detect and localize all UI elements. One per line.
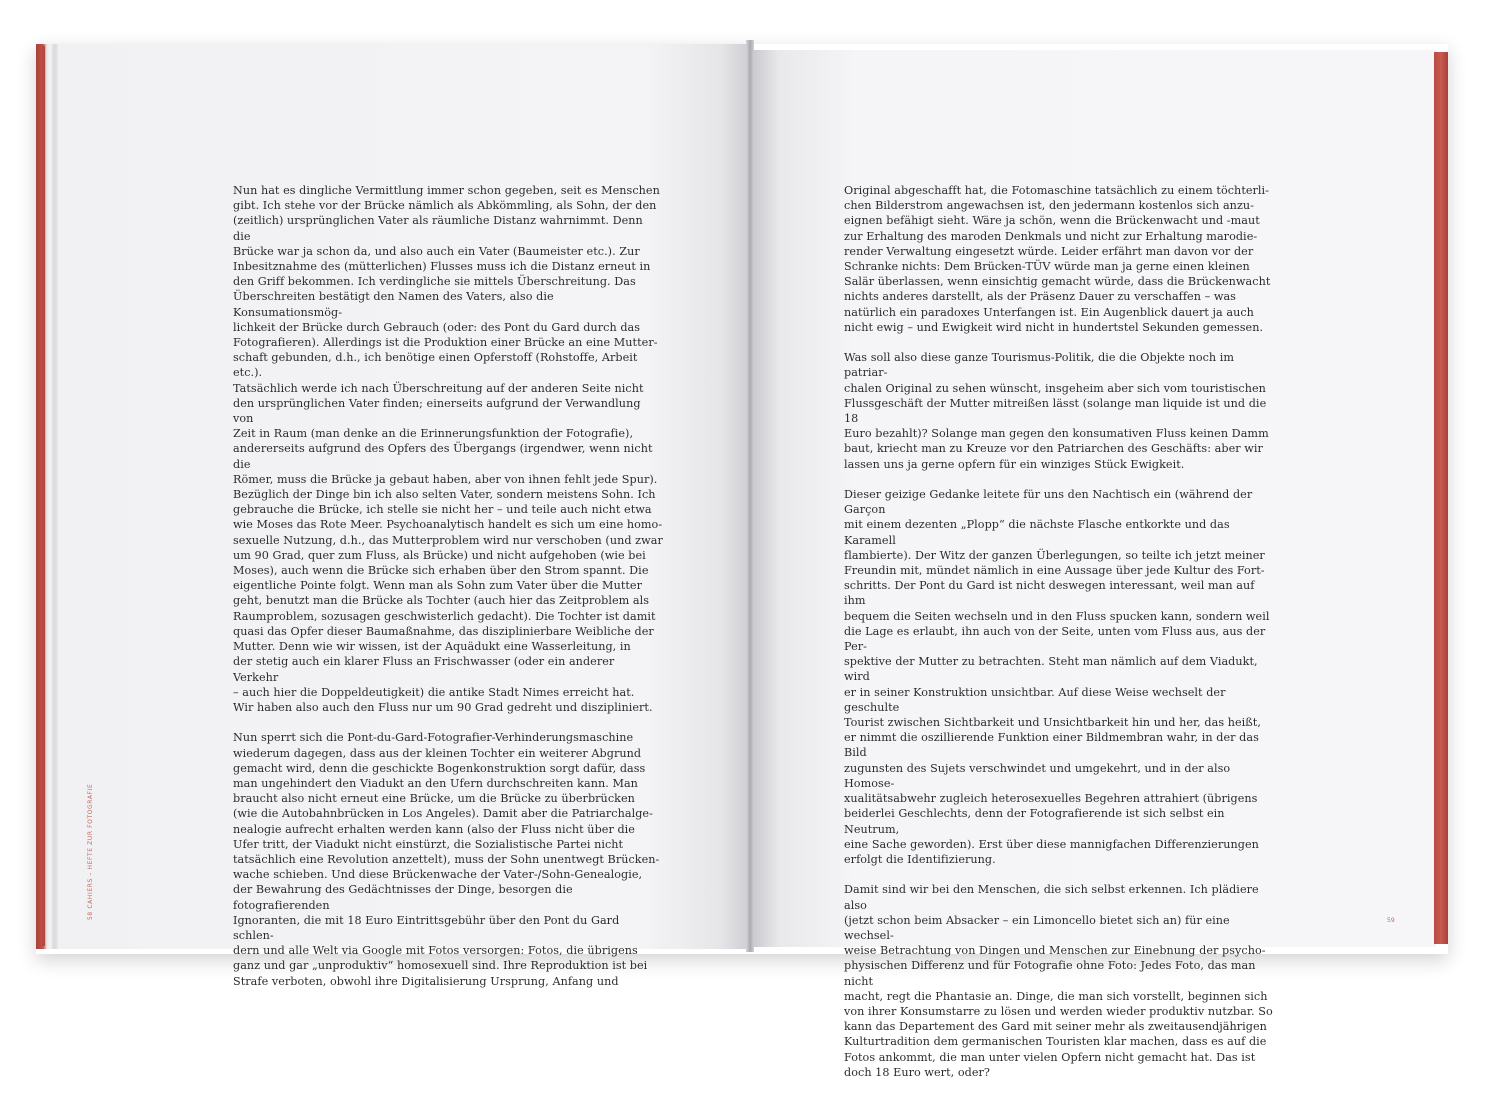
page-number: 59 [1387,917,1395,924]
book-edge-left [36,44,60,949]
left-text-column [233,183,663,1004]
book-edge-left-red [42,46,45,946]
paragraph: Damit sind wir bei den Menschen, die sich selbst erkennen. Ich plädiere also (jetzt schon beim Absacker – ein Limoncello bietet sich an) für eine wechsel- weise Betrachtung von Dingen und Menschen zur Einebnung der psycho- physischen Differenz und für Fotografie ohne Foto: Jedes Foto, das man nicht macht, regt die Phantasie an. Dinge, die man sich vorstellt, beginnen sich von ihrer Konsumstarre zu lösen und werden wieder produktiv nutzbar. So kann das Departement des Gard mit seiner mehr als zweitausendjährigen Kulturtradition dem germanischen Touristen klar machen, dass es auf die Fotos ankommt, die man unter vielen Opfern nicht gemacht hat. Das ist doch 18 Euro wert, oder? [844,883,1273,1079]
book-gutter [746,40,754,952]
running-head: 58 CAHIERS – HEFTE ZUR FOTOGRAFIE [87,783,94,920]
paragraph: Was soll also diese ganze Tourismus-Politik, die die Objekte noch im patriar- chalen Original zu sehen wünscht, insgeheim aber sich vom touristischen Flussgeschäft der Mutter mitreißen lässt (solange man liquide ist und die 18 Euro bezahlt)? Solange man gegen den konsumativen Fluss keinen Damm baut, kriecht man zu Kreuze vor den Patriarchen des Geschäfts: aber wir lassen uns ja gerne opfern für ein winziges Stück Ewigkeit. [844,351,1269,471]
paragraph: Nun hat es dingliche Vermittlung immer schon gegeben, seit es Menschen gibt. Ich stehe vor der Brücke nämlich als Abkömmling, als Sohn, der den (zeitlich) ursprünglichen Vater als räumliche Distanz wahrnimmt. Denn die Brücke war ja schon da, und also auch ein Vater (Baumeister etc.). Zur Inbesitznahme des (mütterlichen) Flusses muss ich die Distanz erneut in den Griff bekommen. Ich verdingliche sie mittels Überschreitung. Das Überschreiten bestätigt den Namen des Vaters, also die Konsumationsmög- lichkeit der Brücke durch Gebrauch (oder: des Pont du Gard durch das Fotografieren). Allerdings ist die Produktion einer Brücke an eine Mutter- schaft gebunden, d.h., ich benötige einen Opferstoff (Rohstoffe, Arbeit etc.). Tatsächlich werde ich nach Überschreitung auf der anderen Seite nicht den ursprünglichen Vater finden; einerseits aufgrund der Verwandlung von Zeit in Raum (man denke an die Erinnerungsfunktion der Fotografie), andererseits aufgrund des Opfers des Übergangs (irgendwer, wenn nicht die Römer, muss die Brücke ja gebaut haben, aber von ihnen fehlt jede Spur). Bezüglich der Dinge bin ich also selten Vater, sondern meistens Sohn. Ich gebrauche die Brücke, ich stelle sie nicht her – und teile auch nicht etwa wie Moses das Rote Meer. Psychoanalytisch handelt es sich um eine homo- sexuelle Nutzung, d.h., das Mutterproblem wird nur verschoben (und zwar um 90 Grad, quer zum Fluss, als Brücke) und nicht aufgehoben (wie bei Moses), auch wenn die Brücke sich erhaben über den Strom spannt. Die eigentliche Pointe folgt. Wenn man als Sohn zum Vater über die Mutter geht, benutzt man die Brücke als Tochter (auch hier das Zeitproblem als Raumproblem, sozusagen geschwisterlich gedacht). Die Tochter ist damit quasi das Opfer dieser Baumaßnahme, das disziplinierbare Weibliche der Mutter. Denn wie wir wissen, ist der Aquädukt eine Wasserleitung, in der stetig auch ein klarer Fluss an Frischwasser (oder ein anderer Verkehr – auch hier die Doppeldeutigkeit) die antike Stadt Nimes erreicht hat. Wir haben also auch den Fluss nur um 90 Grad gedreht und diszipliniert. [233,184,663,714]
right-text-column [844,183,1274,1095]
paragraph: Nun sperrt sich die Pont-du-Gard-Fotografier-Verhinderungsmaschine wiederum dagegen, dass aus der kleinen Tochter ein weiterer Abgrund gemacht wird, denn die geschickte Bogenkonstruktion sorgt dafür, dass man ungehindert den Viadukt an den Ufern durchschreiten kann. Man braucht also nicht erneut eine Brücke, um die Brücke zu überbrücken (wie die Autobahnbrücken in Los Angeles). Damit aber die Patriarchalge- nealogie aufrecht erhalten werden kann (also der Fluss nicht über die Ufer tritt, der Viadukt nicht einstürzt, die Sozialistische Partei nicht tatsächlich eine Revolution anzettelt), muss der Sohn unentwegt Brücken- wache schieben. Und diese Brückenwache der Vater-/Sohn-Genealogie, der Bewahrung des Gedächtnisses der Dinge, besorgen die fotografierenden Ignoranten, die mit 18 Euro Eintrittsgebühr über den Pont du Gard schlen- dern und alle Welt via Google mit Fotos versorgen: Fotos, die übrigens ganz und gar „unproduktiv“ homosexuell sind. Ihre Reproduktion ist bei Strafe verboten, obwohl ihre Digitalisierung Ursprung, Anfang und [233,731,660,988]
book-edge-right [1434,52,1448,944]
paragraph: Dieser geizige Gedanke leitete für uns den Nachtisch ein (während der Garçon mit einem dezenten „Plopp“ die nächste Flasche entkorkte und das Karamell flambierte). Der Witz der ganzen Überlegungen, so teilte ich jetzt meiner Freundin mit, mündet nämlich in eine Aussage über jede Kultur des Fort- schritts. Der Pont du Gard ist nicht deswegen interessant, weil man auf ihm bequem die Seiten wechseln und in den Fluss spucken kann, sondern weil die Lage es erlaubt, ihn auch von der Seite, unten vom Fluss aus, aus der Per- spektive der Mutter zu betrachten. Steht man nämlich auf dem Viadukt, wird er in seiner Konstruktion unsichtbar. Auf diese Weise wechselt der geschulte Tourist zwischen Sichtbarkeit und Unsichtbarkeit hin und her, das heißt, er nimmt die oszillierende Funktion einer Bildmembran wahr, in der das Bild zugunsten des Sujets verschwindet und umgekehrt, und in der also Homose- xualitätsabwehr zugleich heterosexuelles Begehren attrahiert (übrigens beiderlei Geschlechts, denn der Fotografierende ist sich selbst ein Neutrum, eine Sache geworden). Erst über diese mannigfachen Differenzierungen erfolgt die Identifizierung. [844,488,1270,866]
paragraph: Original abgeschafft hat, die Fotomaschine tatsächlich zu einem töchterli- chen Bilderstrom angewachsen ist, den jedermann kostenlos sich anzu- eignen befähigt sieht. Wäre ja schön, wenn die Brückenwacht und -maut zur Erhaltung des maroden Denkmals und nicht zur Erhaltung marodie- render Verwaltung eingesetzt würde. Leider erfährt man davon vor der Schranke nichts: Dem Brücken-TÜV würde man ja gerne einen kleinen Salär überlassen, wenn einsichtig gemacht würde, dass die Brückenwacht nichts anderes darstellt, als der Präsenz Dauer zu verschaffen – was natürlich ein paradoxes Unterfangen ist. Ein Augenblick dauert ja auch nicht ewig – und Ewigkeit wird nicht in hundertstel Sekunden gemessen. [844,184,1271,334]
